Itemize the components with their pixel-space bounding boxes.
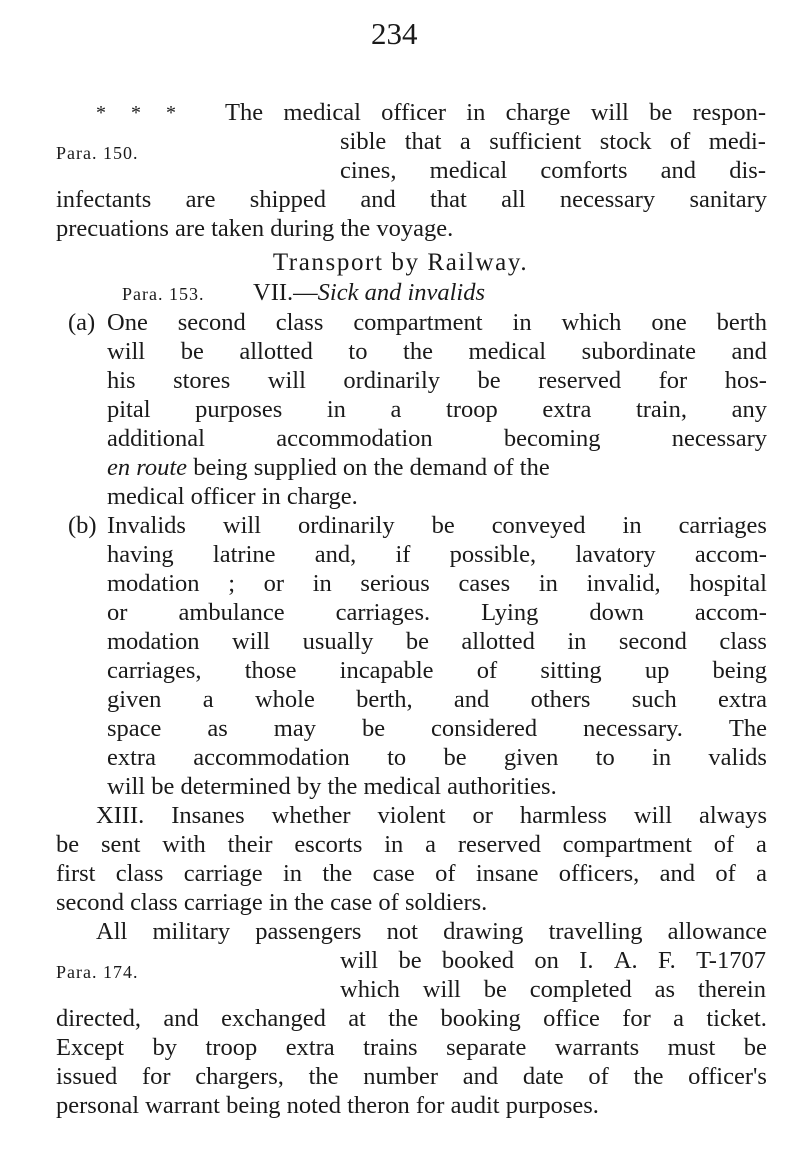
text-line: having latrine and, if possible, lavatory accom-	[107, 541, 767, 568]
section-vii-title: VII.— Sick and invalids	[253, 279, 486, 306]
text-line: medical officer in charge.	[107, 483, 358, 510]
text-line: pital purposes in a troop extra train, any	[107, 396, 767, 423]
text-line: precuations are taken during the voyage.	[56, 215, 454, 242]
margin-note-para-174: Para. 174.	[56, 962, 139, 982]
text-line: first class carriage in the case of insane officers, and of a	[56, 860, 767, 887]
text-line: or ambulance carriages. Lying down accom-	[107, 599, 767, 626]
text-line: issued for chargers, the number and date of the officer's	[56, 1063, 767, 1090]
text-line: second class carriage in the case of soldiers.	[56, 889, 488, 916]
text-line: space as may be considered necessary. The	[107, 715, 767, 742]
text-line: given a whole berth, and others such extra	[107, 686, 767, 713]
text-line: modation ; or in serious cases in invalid, hospital	[107, 570, 767, 597]
text-line: will be booked on I. A. F. T-1707	[340, 947, 766, 974]
text-line: One second class compartment in which one berth	[107, 309, 767, 336]
text-line: sible that a sufficient stock of medi-	[340, 128, 766, 155]
text-line: cines, medical comforts and dis-	[340, 157, 766, 184]
text-line: be sent with their escorts in a reserved compartment of a	[56, 831, 767, 858]
text-line: will be determined by the medical authorities.	[107, 773, 557, 800]
text-line: which will be completed as therein	[340, 976, 766, 1003]
text-line: infectants are shipped and that all necessary sanitary	[56, 186, 767, 213]
item-a-marker: (a)	[68, 309, 96, 336]
text-line: The medical officer in charge will be respon-	[225, 99, 766, 126]
text-line: XIII. Insanes whether violent or harmless will always	[96, 802, 767, 829]
document-page: 234 * * * The medical officer in charge will be respon- sible that a sufficient stock of medi- Para. 150. cines, medical comforts and dis- infectants are shipped and that all necessary sanitary precuations are taken during the voyage. Transport by Railway. Para. 153. VII.— Sick and invalids (a) One second class compartment in which one berth will be allotted to the medical subordinate and his stores will ordinarily be reserved for hos- pital purposes in a troop extra train, any additional accommodation becoming necessary en route being supplied on the demand of the medical officer in charge. (b) Invalids will ordinarily be conveyed in carriages having latrine and, if possible, lavatory accom- modation ; or in serious cases in invalid, hospital or ambulance carriages. Lying down accom- modation will usually be allotted in second class carriages, those incapable of sitting up being given a whole berth, and others such extra space as may be considered necessary. The extra accommodation to be given to in valids will be determined by the medical authorities. XIII. Insanes whether violent or harmless will always be sent with their escorts in a reserved compartment of a first class carriage in the case of insane officers, and of a second class carriage in the case of soldiers. All military passengers not drawing travelling allowance will be booked on I. A. F. T-1707 Para. 174. which will be completed as therein directed, and exchanged at the booking office for a ticket. Except by troop extra trains separate warrants must be issued for chargers, the number and date of the officer's personal warrant being noted theron for audit purposes.	[0, 0, 801, 1153]
text-line: All military passengers not drawing travelling allowance	[96, 918, 767, 945]
text-line: modation will usually be allotted in second class	[107, 628, 767, 655]
section-heading: Transport by Railway.	[272, 249, 529, 276]
text-line: carriages, those incapable of sitting up being	[107, 657, 767, 684]
text-line: extra accommodation to be given to in valids	[107, 744, 767, 771]
text-line: en route being supplied on the demand of the	[107, 454, 550, 481]
text-line: directed, and exchanged at the booking office for a ticket.	[56, 1005, 767, 1032]
text-line: will be allotted to the medical subordinate and	[107, 338, 767, 365]
text-line: additional accommodation becoming necessary	[107, 425, 767, 452]
text-line: his stores will ordinarily be reserved for hos-	[107, 367, 767, 394]
page-number: 234	[371, 16, 418, 51]
item-b-marker: (b)	[68, 512, 97, 539]
margin-note-para-150: Para. 150.	[56, 143, 139, 163]
text-line: personal warrant being noted theron for audit purposes.	[56, 1092, 599, 1119]
text-line: Invalids will ordinarily be conveyed in carriages	[107, 512, 767, 539]
text-line: Except by troop extra trains separate warrants must be	[56, 1034, 767, 1061]
margin-note-para-153: Para. 153.	[122, 284, 205, 304]
